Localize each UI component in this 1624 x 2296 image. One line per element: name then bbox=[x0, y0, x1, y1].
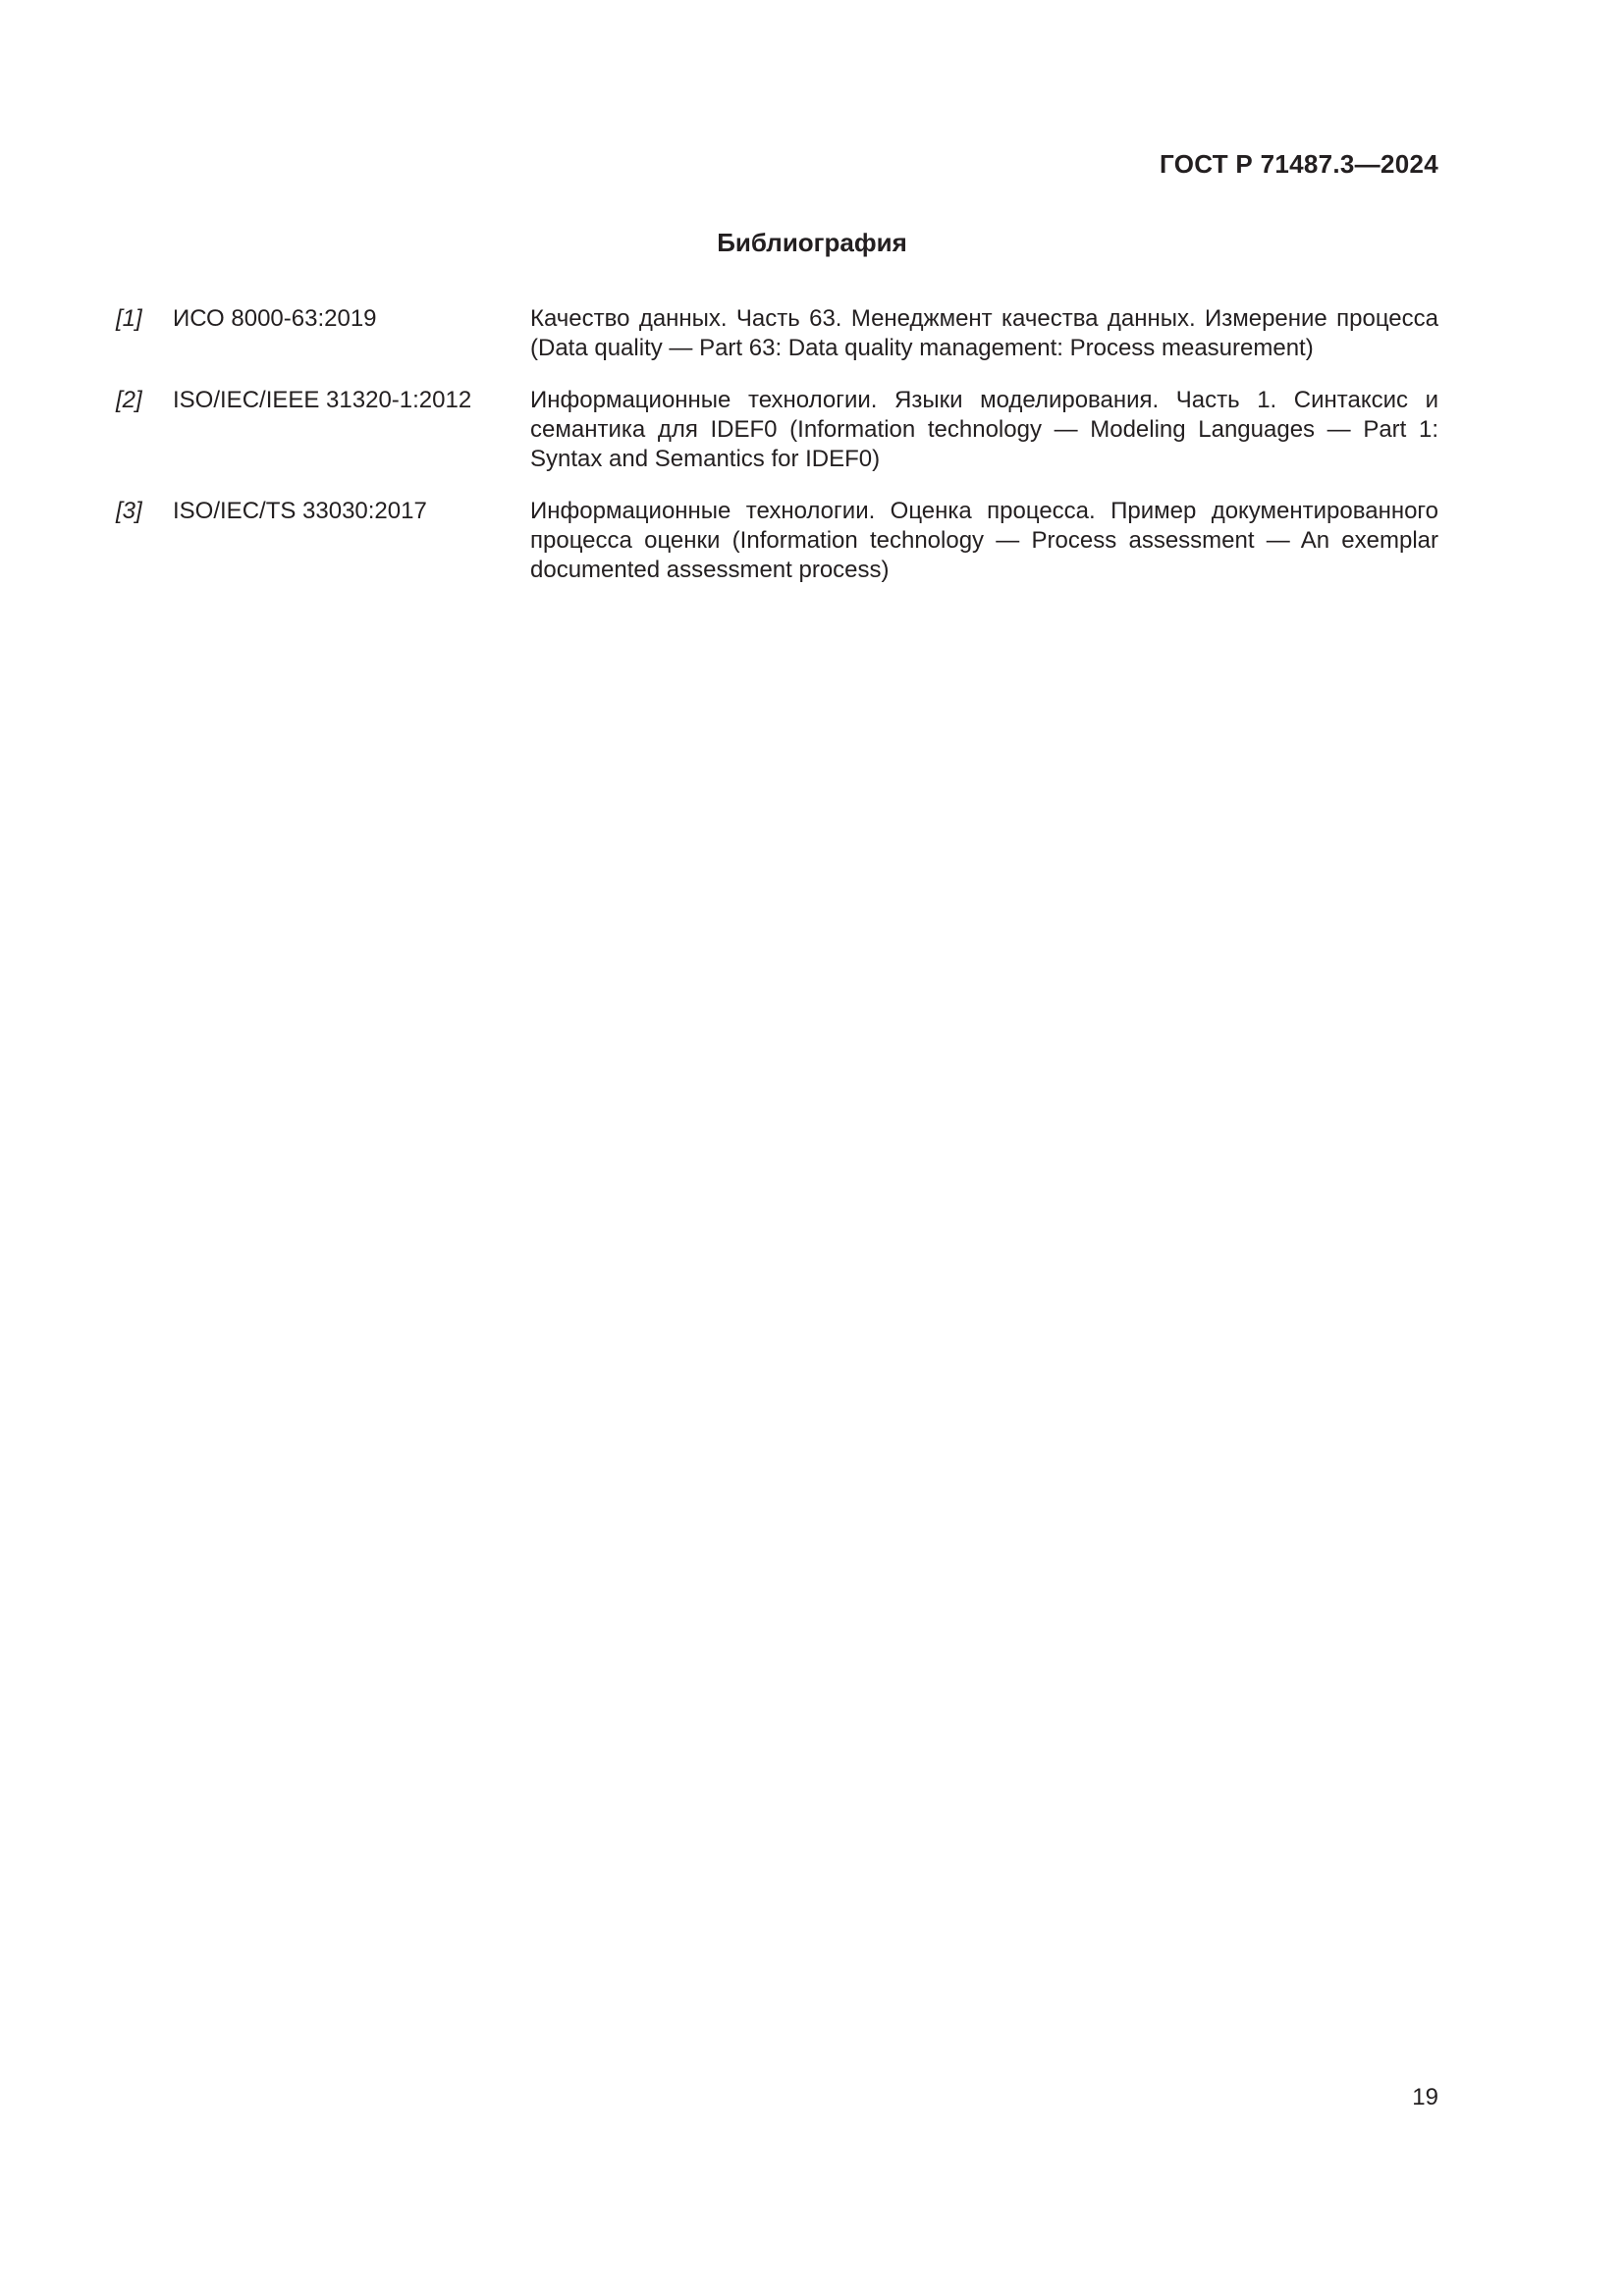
entry-title: Качество данных. Часть 63. Менеджмент качества данных. Измерение процесса (Data quality — Part 63: Data quality management: Process measurement) bbox=[530, 305, 1438, 361]
bibliography-entry bbox=[116, 386, 1438, 474]
entry-reference: ISO/IEC/IEEE 31320-1:2012 bbox=[173, 387, 472, 413]
bibliography-entry bbox=[116, 497, 1438, 585]
entry-reference: ИСО 8000-63:2019 bbox=[173, 305, 377, 332]
entry-title: Информационные технологии. Оценка процесса. Пример документированного процесса оценки (Information technology — Process assessment — An exemplar documented assessment process) bbox=[530, 498, 1438, 583]
entry-title: Информационные технологии. Языки моделирования. Часть 1. Синтаксис и семантика для IDEF0 (Information technology — Modeling Languages — Part 1: Syntax and Semantics for IDEF0) bbox=[530, 387, 1438, 472]
entry-number: [3] bbox=[116, 498, 142, 524]
page-number: 19 bbox=[1412, 2084, 1438, 2110]
entry-reference: ISO/IEC/TS 33030:2017 bbox=[173, 498, 427, 524]
standard-code: ГОСТ Р 71487.3—2024 bbox=[1160, 149, 1438, 179]
bibliography-entry bbox=[116, 304, 1438, 363]
entry-number: [1] bbox=[116, 305, 142, 332]
section-title: Библиография bbox=[717, 228, 907, 257]
entry-number: [2] bbox=[116, 387, 142, 413]
bibliography-list bbox=[116, 304, 1438, 608]
